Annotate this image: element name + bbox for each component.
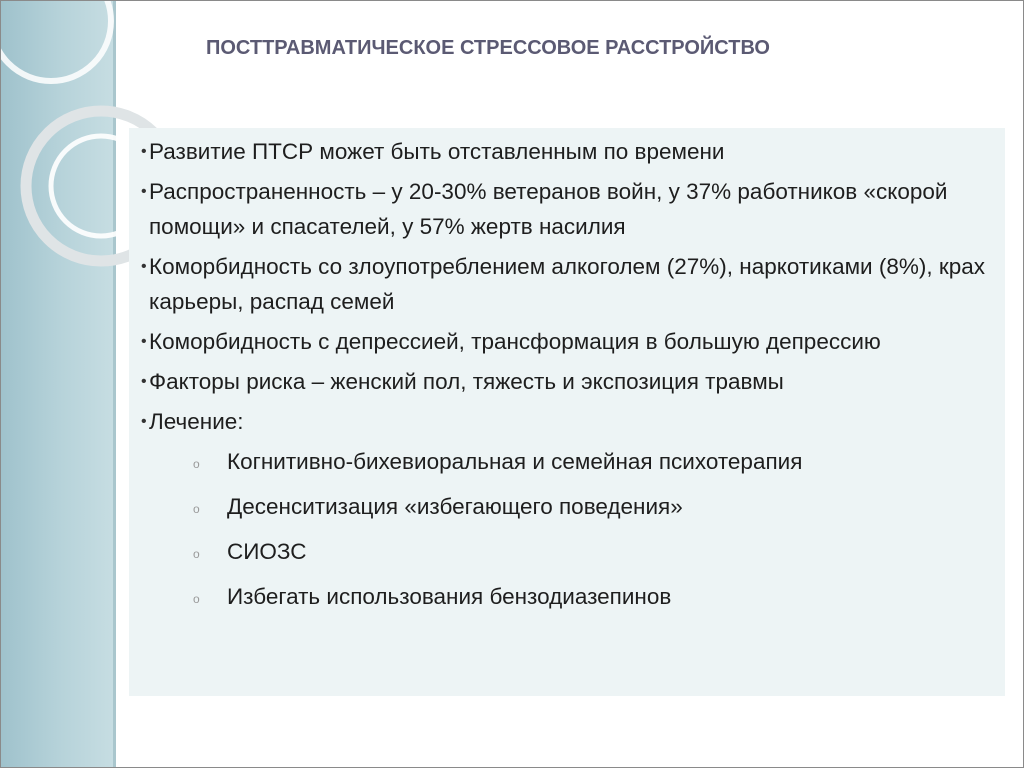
bullet-text: Лечение:	[149, 409, 244, 434]
sub-item-text: Когнитивно-бихевиоральная и семейная психотерапия	[227, 449, 803, 474]
sub-item	[193, 444, 1001, 484]
bullet-text: Коморбидность с депрессией, трансформация в большую депрессию	[149, 329, 881, 354]
bullet-text: Факторы риска – женский пол, тяжесть и экспозиция травмы	[149, 369, 784, 394]
bullet-glyph: •	[141, 183, 147, 200]
bullet-glyph: •	[141, 143, 147, 160]
bullet-item	[141, 249, 1001, 319]
bullet-text: Развитие ПТСР может быть отставленным по времени	[149, 139, 725, 164]
bullet-glyph: •	[141, 258, 147, 275]
sub-bullet-glyph: o	[193, 592, 200, 606]
sub-item	[193, 579, 1001, 619]
bullet-item	[141, 174, 1001, 244]
sub-item-text: Десенситизация «избегающего поведения»	[227, 494, 683, 519]
bullet-item	[141, 324, 1001, 359]
bullet-glyph: •	[141, 373, 147, 390]
left-band-edge	[113, 1, 116, 768]
sub-item	[193, 534, 1001, 574]
sub-bullet-glyph: o	[193, 547, 200, 561]
sub-item-text: СИОЗС	[227, 539, 307, 564]
bullet-text: Коморбидность со злоупотреблением алкоголем (27%), наркотиками (8%), крах карьеры, распад семей	[149, 254, 985, 314]
content-list	[141, 134, 1001, 624]
sub-bullet-glyph: o	[193, 457, 200, 471]
slide-title: ПОСТТРАВМАТИЧЕСКОЕ СТРЕССОВОЕ РАССТРОЙСТВО	[206, 37, 770, 59]
sub-bullet-glyph: o	[193, 502, 200, 516]
bullet-glyph: •	[141, 413, 147, 430]
bullet-item	[141, 364, 1001, 399]
bullet-text: Распространенность – у 20-30% ветеранов войн, у 37% работников «скорой помощи» и спасателей, у 57% жертв насилия	[149, 179, 948, 239]
sub-item-text: Избегать использования бензодиазепинов	[227, 584, 672, 609]
bullet-glyph: •	[141, 333, 147, 350]
sub-item	[193, 489, 1001, 529]
bullet-item	[141, 134, 1001, 169]
bullet-item	[141, 404, 1001, 439]
left-decorative-band	[1, 1, 113, 768]
